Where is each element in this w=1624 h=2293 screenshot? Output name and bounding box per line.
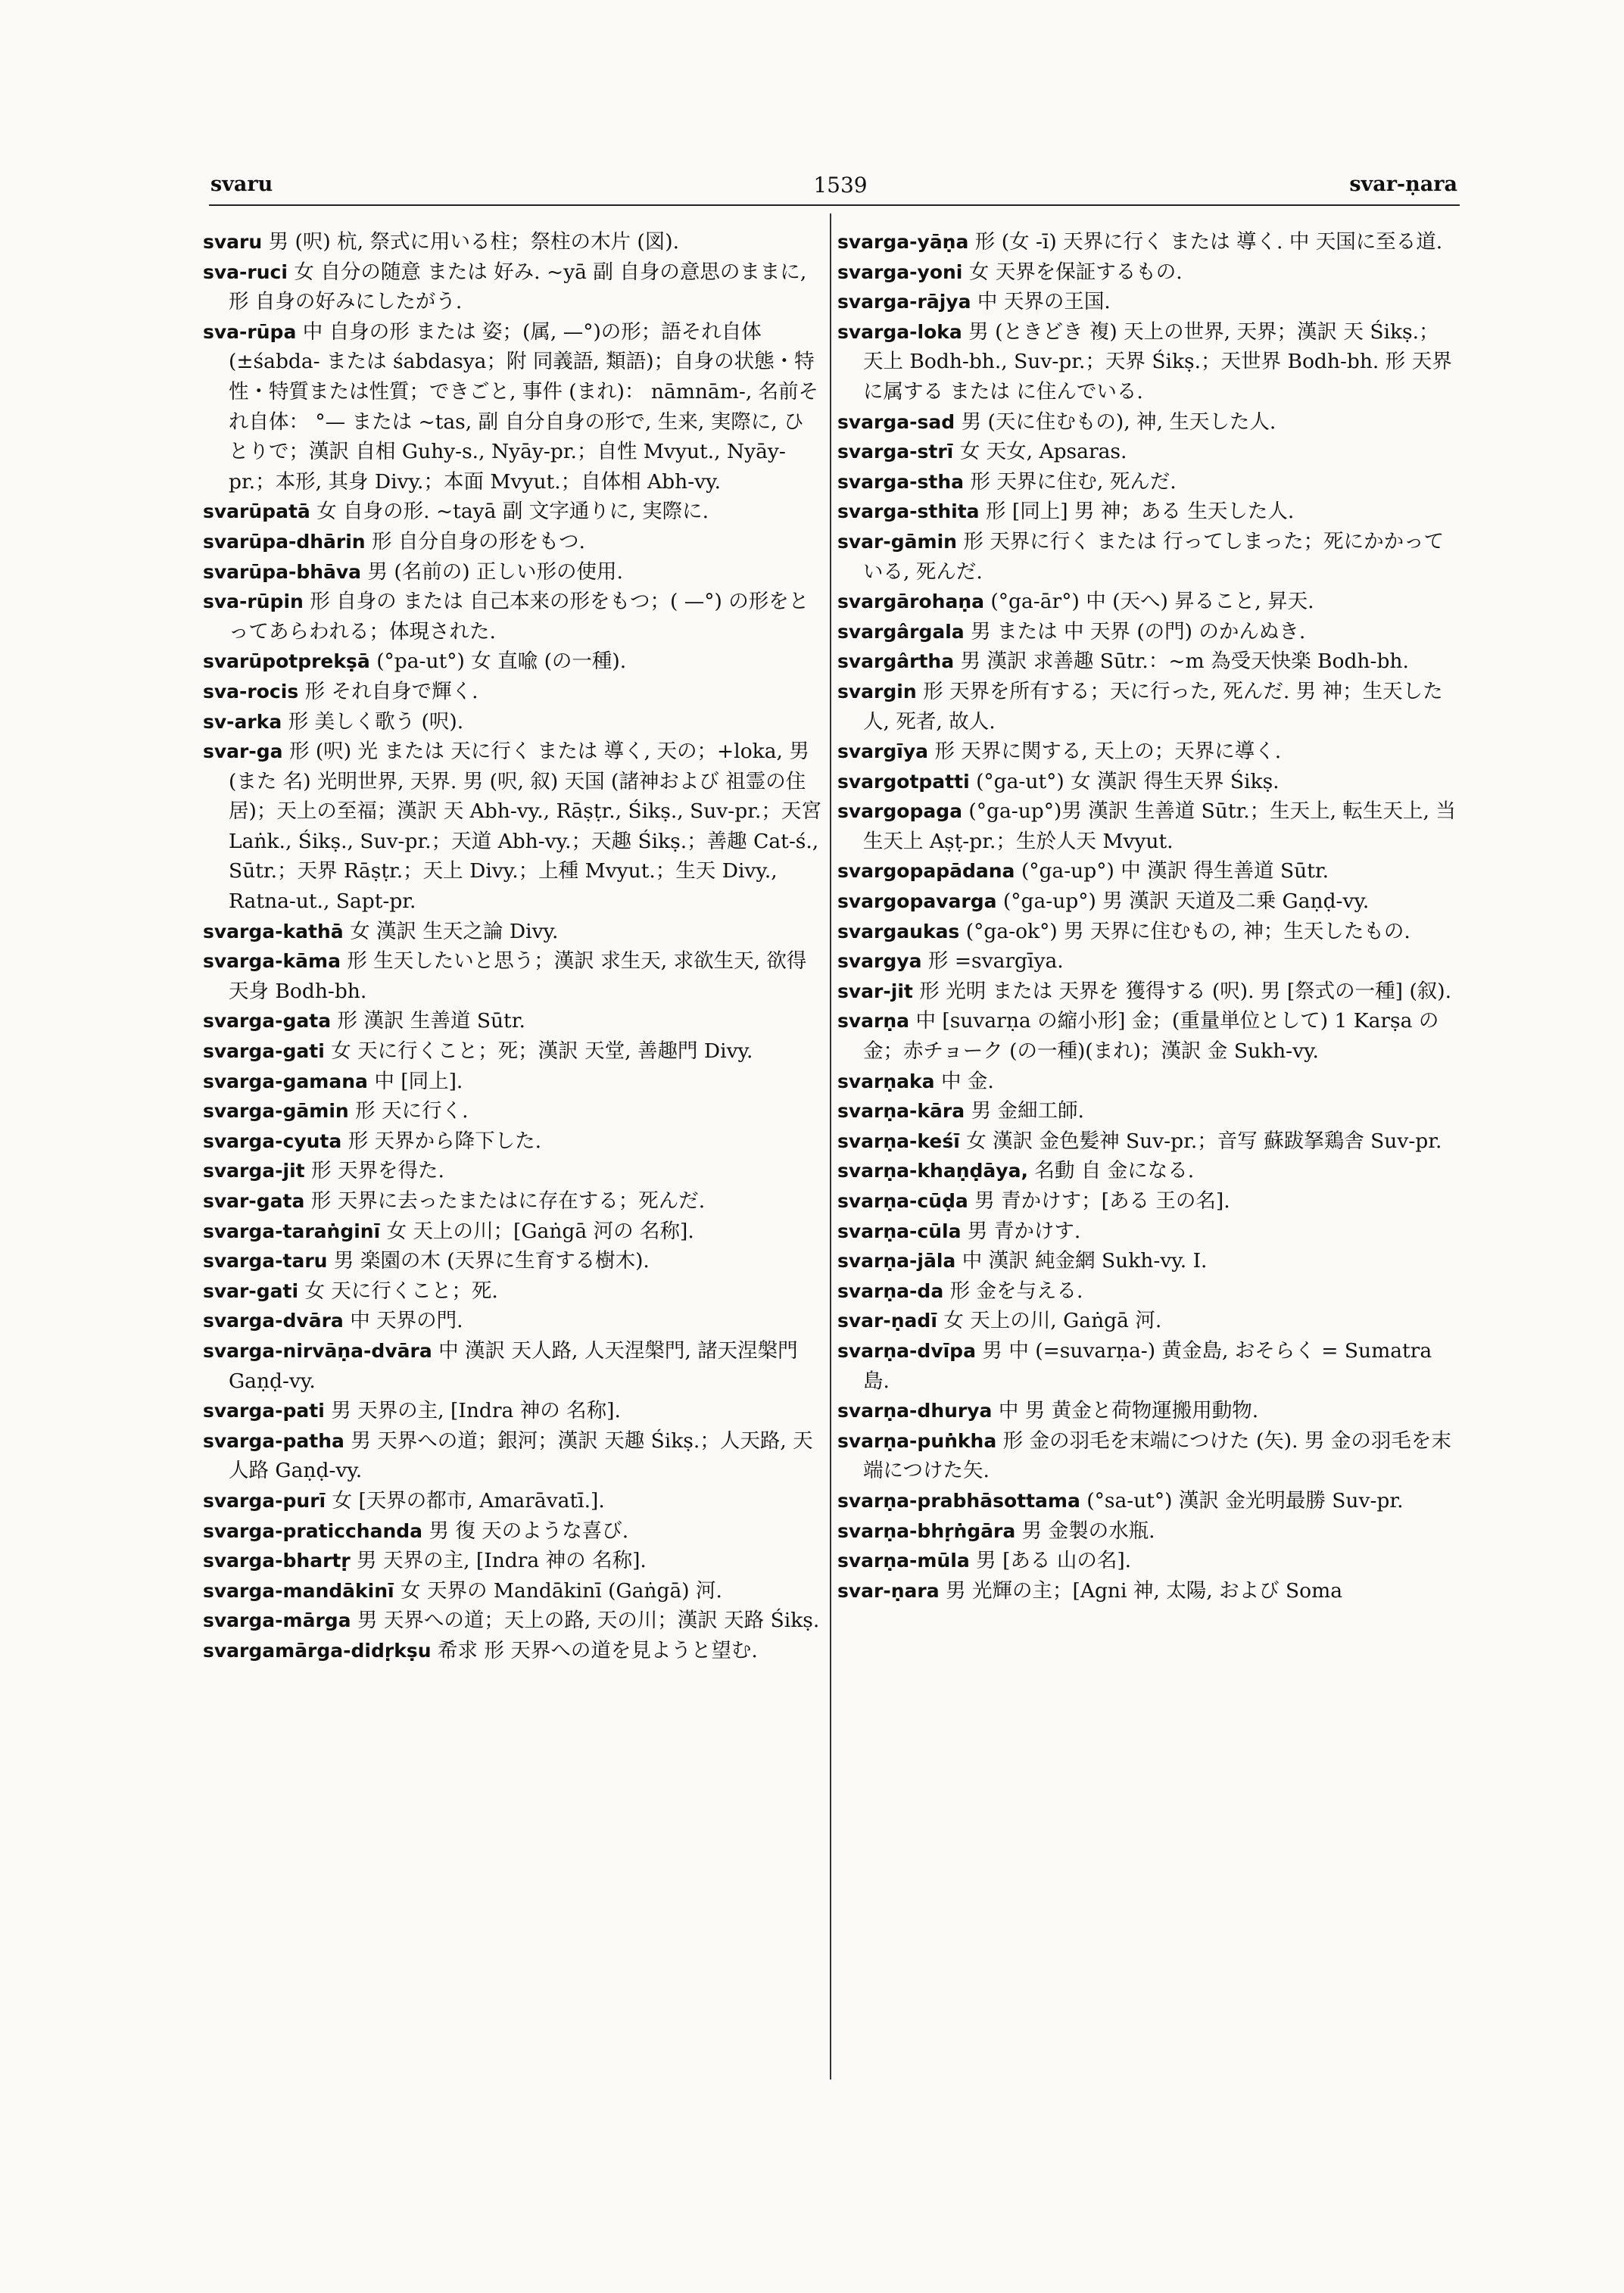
entry-headword: sva-ruci [203,260,288,283]
entry-headword: svarga-cyuta [203,1129,342,1152]
entry-definition: 男 (ときどき 複) 天上の世界, 天界；漢訳 天 Śikṣ.；天上 Bodh-bh., Suv-pr.；天界 Śikṣ.；天世界 Bodh-bh. 形 天界に属する または に住んでいる. [863,319,1452,403]
entry-definition: 女 天に行くこと；死；漢訳 天堂, 善趣門 Divy. [331,1039,753,1064]
entry-definition: 希求 形 天界への道を見ようと望む. [437,1638,758,1662]
entry-headword: svarṇa-bhṛṅgāra [837,1519,1016,1542]
dictionary-entry [203,1126,824,1157]
dictionary-entry [203,1246,824,1276]
entry-headword: sva-rocis [203,680,299,703]
entry-headword: svarga-kāma [203,950,341,973]
entry-definition: 男 金製の水瓶. [1021,1519,1155,1543]
dictionary-entry [837,886,1458,917]
entry-definition: 形 自身の または 自己本来の形をもつ；( —°) の形をとってあらわれる；体現された. [229,590,809,643]
entry-headword: svarūpatā [203,500,310,523]
dictionary-entry [837,767,1458,797]
dictionary-entry [837,856,1458,886]
entry-definition: 女 天界を保証するもの. [968,260,1183,284]
dictionary-entry [837,1186,1458,1217]
dictionary-entry [203,946,824,1006]
entry-headword: svargopaga [837,800,962,823]
guide-word-left: svaru [210,173,273,196]
entry-definition: 名動 自 金になる. [1034,1159,1195,1183]
entry-headword: svarga-purī [203,1489,326,1512]
dictionary-entry [837,1006,1458,1066]
dictionary-entry [837,646,1458,677]
entry-headword: svargamārga-didṛkṣu [203,1639,432,1662]
column-divider [830,213,831,2080]
entry-headword: svar-gāmin [837,530,957,553]
entry-headword: svargotpatti [837,770,970,793]
dictionary-entry [837,407,1458,438]
dictionary-entry [837,1516,1458,1547]
entry-headword: svarṇa-mūla [837,1550,970,1572]
dictionary-entry [837,437,1458,467]
dictionary-entry [203,1606,824,1636]
entry-definition: 形 天界を所有する；天に行った, 死んだ. 男 神；生天した人, 死者, 故人. [863,679,1443,734]
dictionary-entry [837,946,1458,977]
entry-definition: 中 漢訳 天人路, 人天涅槃門, 諸天涅槃門 Gaṇḍ-vy. [229,1338,798,1393]
entry-definition: (°ga-up°)男 漢訳 生善道 Sūtr.；生天上, 転生天上, 当生天上 Aṣṭ-pr.；生於人天 Mvyut. [863,799,1456,853]
entry-definition: 男 (呎) 杭, 祭式に用いる柱；祭柱の木片 (図). [268,230,680,254]
dictionary-entry [203,707,824,737]
entry-definition: 女 自身の形. ~tayā 副 文字通りに, 実際に. [316,500,709,524]
entry-headword: sva-rūpin [203,590,304,613]
dictionary-entry [203,1186,824,1217]
entry-headword: svarga-gati [203,1040,325,1063]
dictionary-entry [203,646,824,677]
entry-headword: svarṇa-cūla [837,1220,962,1242]
dictionary-entry [837,1217,1458,1247]
entry-headword: svarga-gāmin [203,1100,349,1123]
dictionary-entry [837,1396,1458,1426]
entry-headword: svarga-dvāra [203,1310,344,1332]
dictionary-entry [203,527,824,557]
dictionary-entry [203,1096,824,1126]
entry-definition: 女 天上の川, Gaṅgā 河. [943,1309,1162,1333]
right-column [837,227,1458,1606]
dictionary-entry [203,557,824,587]
entry-definition: 中 男 黄金と荷物運搬用動物. [998,1399,1259,1423]
dictionary-entry [837,677,1458,737]
dictionary-entry [837,1096,1458,1126]
page-number: 1539 [813,173,868,198]
entry-headword: svaru [203,231,263,253]
entry-definition: 男 (天に住むもの), 神, 生天した人. [961,410,1276,434]
dictionary-entry [203,1276,824,1307]
entry-headword: sv-arka [203,710,282,733]
entry-headword: svarṇa [837,1010,910,1033]
entry-headword: svarṇa-khaṇḍāya, [837,1160,1028,1182]
entry-definition: 形 美しく歌う (呎). [288,709,464,734]
dictionary-entry [837,257,1458,288]
dictionary-entry [203,587,824,646]
entry-definition: 中 [同上]. [374,1069,463,1093]
entry-definition: 形 天界から降下した. [348,1129,542,1153]
entry-headword: svargin [837,680,917,703]
dictionary-entry [203,317,824,497]
entry-definition: 男 漢訳 求善趣 Sūtr.：~m 為受天快楽 Bodh-bh. [960,650,1409,674]
entry-definition: 中 天界の門. [350,1309,463,1333]
entry-definition: 形 金の羽毛を末端につけた (矢). 男 金の羽毛を末端につけた矢. [863,1428,1451,1483]
entry-headword: svarṇa-kāra [837,1100,965,1123]
dictionary-entry [837,1486,1458,1516]
entry-definition: 男 中 (=suvarṇa-) 黄金島, おそらく = Sumatra 島. [863,1338,1432,1393]
entry-definition: 中 [suvarṇa の縮小形] 金；(重量単位として) 1 Karṣa の金；赤チョーク (の一種)(まれ)；漢訳 金 Sukh-vy. [863,1009,1439,1064]
entry-definition: 女 天に行くこと；死. [304,1279,498,1303]
entry-headword: svarga-sthita [837,500,980,523]
entry-headword: svarṇa-prabhāsottama [837,1489,1080,1512]
entry-definition: (°pa-ut°) 女 直喩 (の一種). [376,650,627,674]
entry-definition: 男 (名前の) 正しい形の使用. [367,559,623,584]
entry-definition: 形 天界に行く または 行ってしまった；死にかかっている, 死んだ. [863,529,1445,584]
entry-definition: 男 天界への道；銀河；漢訳 天趣 Śikṣ.；人天路, 天人路 Gaṇḍ-vy. [229,1428,813,1483]
entry-headword: svarga-kathā [203,920,344,942]
dictionary-entry [203,917,824,947]
entry-definition: 男 金細工師. [971,1099,1084,1123]
entry-headword: svar-gati [203,1279,299,1302]
entry-definition: 形 天界に関する, 天上の；天界に導く. [934,740,1282,764]
entry-definition: 女 [天界の都市, Amarāvatī.]. [332,1488,605,1513]
entry-headword: svarga-jit [203,1160,305,1182]
dictionary-entry [837,917,1458,947]
dictionary-entry [203,227,824,257]
entry-headword: svarga-gata [203,1010,332,1033]
entry-definition: 形 (女 -ī) 天界に行く または 導く. 中 天国に至る道. [974,230,1443,254]
entry-headword: svarga-loka [837,320,962,343]
entry-definition: (°ga-up°) 中 漢訳 得生善道 Sūtr. [1021,859,1329,883]
dictionary-entry [203,1546,824,1576]
entry-headword: svarṇa-puṅkha [837,1429,997,1452]
entry-headword: svar-jit [837,980,913,1002]
entry-definition: 女 天上の川；[Gaṅgā 河の 名称]. [386,1219,694,1243]
entry-definition: 男 天界の主, [Indra 神の 名称]. [331,1399,621,1423]
dictionary-entry [837,977,1458,1007]
dictionary-entry [203,257,824,317]
entry-headword: svarṇa-jāla [837,1250,956,1273]
entry-definition: 男 青かけす；[ある 王の名]. [974,1189,1230,1213]
dictionary-entry [837,467,1458,497]
entry-headword: svarga-strī [837,441,954,463]
dictionary-entry [837,1156,1458,1186]
entry-headword: svargīya [837,740,929,763]
entry-headword: svarga-pati [203,1400,325,1422]
entry-definition: 中 天界の王国. [977,290,1111,314]
entry-headword: svarga-praticchanda [203,1519,423,1542]
entry-headword: svarga-mārga [203,1609,351,1632]
entry-definition: 形 =svargīya. [927,949,1064,974]
left-column [203,227,824,1666]
entry-headword: svarga-yoni [837,260,963,283]
dictionary-entry [203,497,824,527]
dictionary-entry [837,617,1458,647]
entry-definition: 形 天界に住む, 死んだ. [970,469,1177,494]
guide-word-right: svar-ṇara [1349,173,1457,196]
entry-headword: svargya [837,950,922,973]
entry-definition: 女 自分の随意 または 好み. ~yā 副 自身の意思のままに, 形 自身の好みにしたがう. [229,260,807,314]
entry-definition: 女 天界の Mandākinī (Gaṅgā) 河. [401,1578,722,1603]
entry-definition: 形 漢訳 生善道 Sūtr. [337,1009,525,1033]
entry-definition: 中 自身の形 または 姿；(属, —°)の形；語それ自体 (±śabda- または śabdasya；附 同義語, 類語)；自身の状態・特性・特質または性質；できごと, 事件 (まれ)： nāmnām-, 名前それ自体： °— または ~tas, 副 自分自身の形で, 生来, 実際に, ひとりで；漢訳 自相 Guhy-s., Nyāy-pr.；自性 Mvyut., Nyāy-pr.；本形, 其身 Divy.；本面 Mvyut.；自体相 Abh-vy. [229,319,819,494]
entry-headword: svarūpa-dhārin [203,530,366,553]
dictionary-entry [203,1486,824,1516]
entry-headword: svargopapādana [837,860,1015,883]
dictionary-entry [203,737,824,917]
entry-definition: (°sa-ut°) 漢訳 金光明最勝 Suv-pr. [1086,1488,1404,1513]
entry-definition: 形 金を与える. [949,1279,1083,1303]
entry-headword: svargārohaṇa [837,590,984,613]
entry-definition: 形 天界に去ったまたはに存在する；死んだ. [310,1189,706,1213]
dictionary-entry [203,1067,824,1097]
dictionary-entry [837,1576,1458,1606]
entry-definition: 女 天女, Apsaras. [959,440,1127,464]
entry-definition: 男 または 中 天界 (の門) のかんぬき. [971,619,1306,643]
entry-definition: 形 光明 または 天界を 獲得する (呎). 男 [祭式の一種] (叙). [919,979,1452,1003]
entry-headword: svarṇa-dhurya [837,1400,993,1422]
entry-headword: svar-ga [203,740,283,763]
entry-definition: 中 金. [940,1069,994,1093]
dictionary-entry [837,287,1458,317]
entry-headword: svarṇaka [837,1070,935,1092]
entry-headword: svargaukas [837,920,960,942]
dictionary-entry [203,677,824,707]
dictionary-entry [203,1217,824,1247]
dictionary-entry [203,1306,824,1336]
dictionary-entry [203,1516,824,1547]
entry-definition: 男 復 天のような喜び. [429,1519,629,1543]
dictionary-entry [837,1426,1458,1486]
dictionary-entry [203,1036,824,1067]
entry-definition: 男 青かけす. [967,1219,1081,1243]
dictionary-entry [203,1006,824,1036]
dictionary-entry [203,1426,824,1486]
entry-headword: svarga-taru [203,1250,328,1273]
entry-definition: (°ga-up°) 男 漢訳 天道及二乗 Gaṇḍ-vy. [1002,889,1370,914]
entry-headword: svargârgala [837,620,965,643]
dictionary-entry [203,1156,824,1186]
entry-definition: 女 漢訳 金色髪神 Suv-pr.；音写 蘇跋拏鶏舎 Suv-pr. [966,1129,1442,1153]
entry-headword: svarga-yāṇa [837,231,969,253]
entry-definition: 形 [同上] 男 神；ある 生天した人. [985,500,1295,524]
entry-definition: 形 それ自身で輝く. [304,679,478,703]
entry-headword: svarṇa-keśī [837,1129,960,1152]
entry-headword: svargopavarga [837,890,997,913]
entry-definition: 男 天界への道；天上の路, 天の川；漢訳 天路 Śikṣ. [357,1609,820,1633]
dictionary-entry [837,737,1458,767]
dictionary-entry [837,587,1458,617]
entry-headword: svarṇa-cūḍa [837,1190,968,1212]
dictionary-entry [203,1576,824,1606]
dictionary-entry [837,527,1458,587]
entry-headword: svarga-bhartṛ [203,1550,351,1572]
dictionary-entry [203,1636,824,1666]
entry-headword: svarga-mandākinī [203,1579,394,1602]
entry-definition: 形 天界を得た. [311,1159,444,1183]
entry-headword: svarṇa-da [837,1279,944,1302]
entry-definition: 男 楽園の木 (天界に生育する樹木). [333,1249,650,1273]
entry-headword: svargârtha [837,650,955,673]
dictionary-entry [837,1306,1458,1336]
entry-headword: svarga-taraṅginī [203,1220,381,1242]
dictionary-entry [837,1276,1458,1307]
entry-headword: svar-ṇadī [837,1310,937,1332]
dictionary-entry [837,796,1458,856]
entry-definition: 男 天界の主, [Indra 神の 名称]. [357,1549,647,1573]
entry-headword: svar-ṇara [837,1579,940,1602]
entry-headword: svarga-patha [203,1429,344,1452]
entry-definition: 男 [ある 山の名]. [976,1549,1132,1573]
entry-definition: (°ga-ār°) 中 (天へ) 昇ること, 昇天. [990,590,1314,614]
dictionary-entry [837,1336,1458,1396]
entry-definition: 男 光輝の主；[Agni 神, 太陽, および Soma [946,1578,1343,1603]
dictionary-entry [203,1396,824,1426]
entry-headword: sva-rūpa [203,320,297,343]
entry-definition: 中 漢訳 純金網 Sukh-vy. I. [962,1249,1208,1273]
dictionary-entry [837,317,1458,407]
entry-definition: 形 自分自身の形をもつ. [372,529,585,553]
entry-headword: svarga-sad [837,410,955,433]
entry-headword: svar-gata [203,1190,305,1212]
entry-definition: 形 生天したいと思う；漢訳 求生天, 求欲生天, 欲得天身 Bodh-bh. [229,949,807,1003]
entry-definition: 形 天に行く. [355,1099,469,1123]
entry-definition: (°ga-ut°) 女 漢訳 得生天界 Śikṣ. [976,769,1280,793]
dictionary-entry [837,1126,1458,1157]
entry-headword: svarūpotprekṣā [203,650,370,673]
entry-headword: svarga-nirvāṇa-dvāra [203,1339,432,1362]
dictionary-entry [837,227,1458,257]
dictionary-entry [837,1246,1458,1276]
dictionary-entry [837,1067,1458,1097]
entry-headword: svarūpa-bhāva [203,560,362,583]
dictionary-entry [837,497,1458,527]
entry-definition: (°ga-ok°) 男 天界に住むもの, 神；生天したもの. [965,919,1410,943]
entry-definition: 形 (呎) 光 または 天に行く または 導く, 天の；+loka, 男 (また 名) 光明世界, 天界. 男 (呎, 叙) 天国 (諸神および 祖霊の住居)；天上の至福；漢訳 天 Abh-vy., Rāṣṭr., Śikṣ., Suv-pr.；天宮 Laṅk., Śikṣ., Suv-pr.；天道 Abh-vy.；天趣 Śikṣ.；善趣 Cat-ś., Sūtr.；天界 Rāṣṭr.；天上 Divy.；上種 Mvyut.；生天 Divy., Ratna-ut., Sapt-pr. [229,740,821,914]
entry-headword: svarga-stha [837,470,965,493]
dictionary-entry [203,1336,824,1396]
dictionary-entry [837,1546,1458,1576]
header-rule [209,204,1460,206]
entry-definition: 女 漢訳 生天之論 Divy. [350,919,559,943]
entry-headword: svarga-gamana [203,1070,368,1092]
entry-headword: svarga-rājya [837,291,971,313]
entry-headword: svarṇa-dvīpa [837,1339,976,1362]
